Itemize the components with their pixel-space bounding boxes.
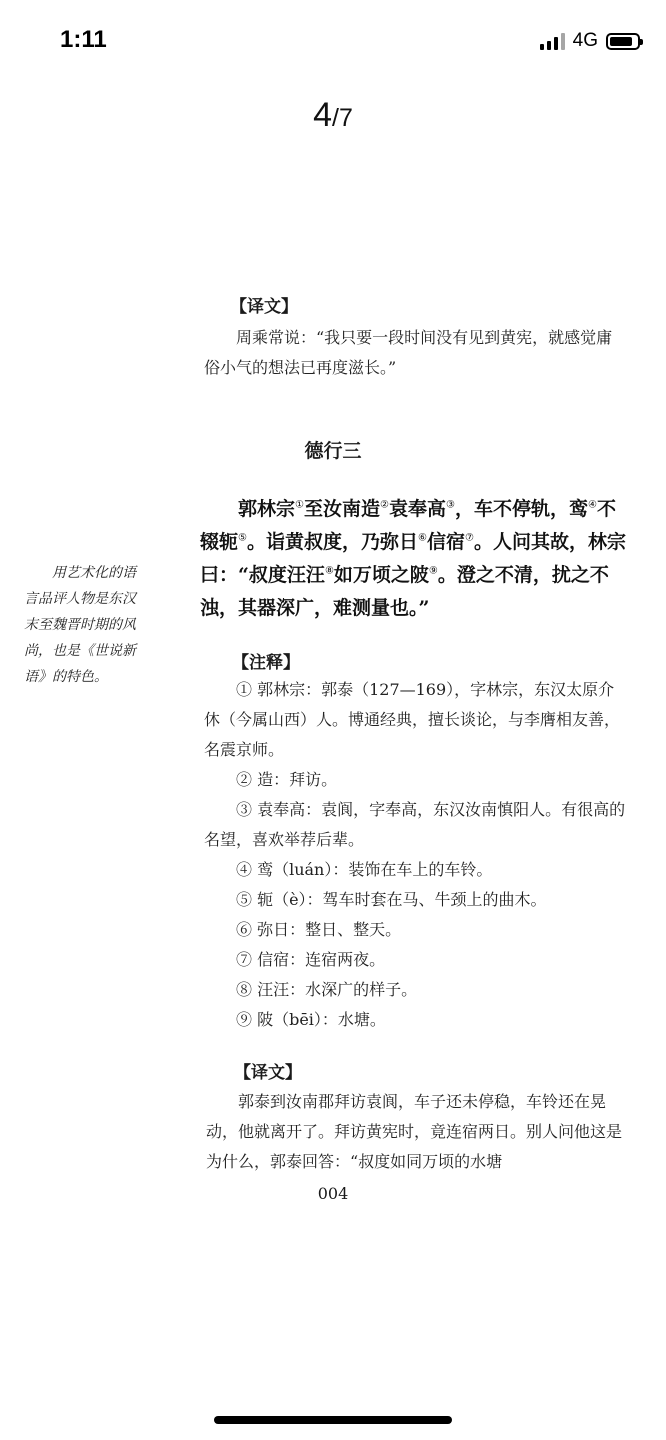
status-time: 1:11 — [60, 26, 107, 53]
translation-section-2 — [206, 1058, 628, 1177]
translation-heading: 【译文】 — [234, 1063, 302, 1083]
notes-section — [204, 648, 628, 1035]
page-number: 004 — [317, 1184, 349, 1203]
translation-section-1 — [204, 292, 627, 383]
note-marker: ⑨ — [428, 565, 438, 577]
note-item: ⑨ 陂（bēi）：水塘。 — [236, 1010, 386, 1029]
translation-text: 郭泰到汝南郡拜访袁阆，车子还未停稳，车铃还在晃动，他就离开了。拜访黄宪时，竟连宿两日。别人问他这是为什么，郭泰回答：“叔度如同万顷的水塘 — [206, 1092, 623, 1171]
original-text — [200, 493, 628, 625]
page-indicator-total: /7 — [332, 104, 353, 132]
note-marker: ⑥ — [418, 532, 427, 544]
note-marker: ⑧ — [324, 565, 334, 577]
home-indicator[interactable] — [214, 1416, 452, 1424]
note-marker: ③ — [445, 499, 455, 511]
original-text-run: 。诣黄叔度，乃弥日 — [246, 531, 418, 553]
note-item: ④ 鸾（luán）：装饰在车上的车铃。 — [236, 860, 493, 879]
original-text-run: 袁奉高 — [388, 498, 446, 520]
note-item: ⑤ 轭（è）：驾车时套在马、牛颈上的曲木。 — [236, 890, 547, 909]
note-item: ⑥ 弥日：整日、整天。 — [236, 920, 402, 939]
note-item: ① 郭林宗：郭泰（127—169），字林宗，东汉太原介休（今属山西）人。博通经典，擅长谈论，与李膺相友善，名震京师。 — [204, 680, 621, 759]
note-item: ② 造：拜访。 — [236, 770, 338, 789]
note-marker: ⑤ — [238, 532, 247, 544]
original-text-run: 郭林宗 — [238, 498, 296, 520]
note-marker: ① — [295, 499, 304, 511]
original-text-run: 至汝南造 — [303, 498, 380, 520]
note-marker: ② — [380, 499, 389, 511]
original-text-run: 不辍轭 — [200, 498, 616, 553]
note-item: ⑦ 信宿：连宿两夜。 — [236, 950, 386, 969]
note-marker: ⑦ — [464, 532, 474, 544]
original-text-run: 。人问其故，林宗曰：“叔度汪汪 — [200, 531, 626, 586]
original-text-run: 如万顷之陂 — [333, 564, 429, 586]
note-item: ⑧ 汪汪：水深广的样子。 — [236, 980, 418, 999]
translation-text: 周乘常说：“我只要一段时间没有见到黄宪，就感觉庸俗小气的想法已再度滋长。” — [204, 328, 613, 377]
translation-heading: 【译文】 — [230, 297, 298, 317]
page-indicator-current: 4 — [313, 96, 333, 134]
notes-heading: 【注释】 — [232, 653, 300, 673]
side-note: 用艺术化的语言品评人物是东汉末至魏晋时期的风尚，也是《世说新语》的特色。 — [24, 565, 136, 685]
original-text-run: 。澄之不清，扰之不浊，其器深广，难测量也。” — [200, 564, 609, 619]
network-type: 4G — [572, 30, 598, 51]
note-item: ③ 袁奉高：袁阆，字奉高，东汉汝南慎阳人。有很高的名望，喜欢举荐后辈。 — [204, 800, 626, 849]
note-marker: ④ — [587, 499, 597, 511]
section-title: 德行三 — [304, 440, 362, 462]
original-text-run: 信宿 — [426, 531, 465, 553]
original-text-run: ，车不停轨，鸾 — [454, 498, 588, 520]
